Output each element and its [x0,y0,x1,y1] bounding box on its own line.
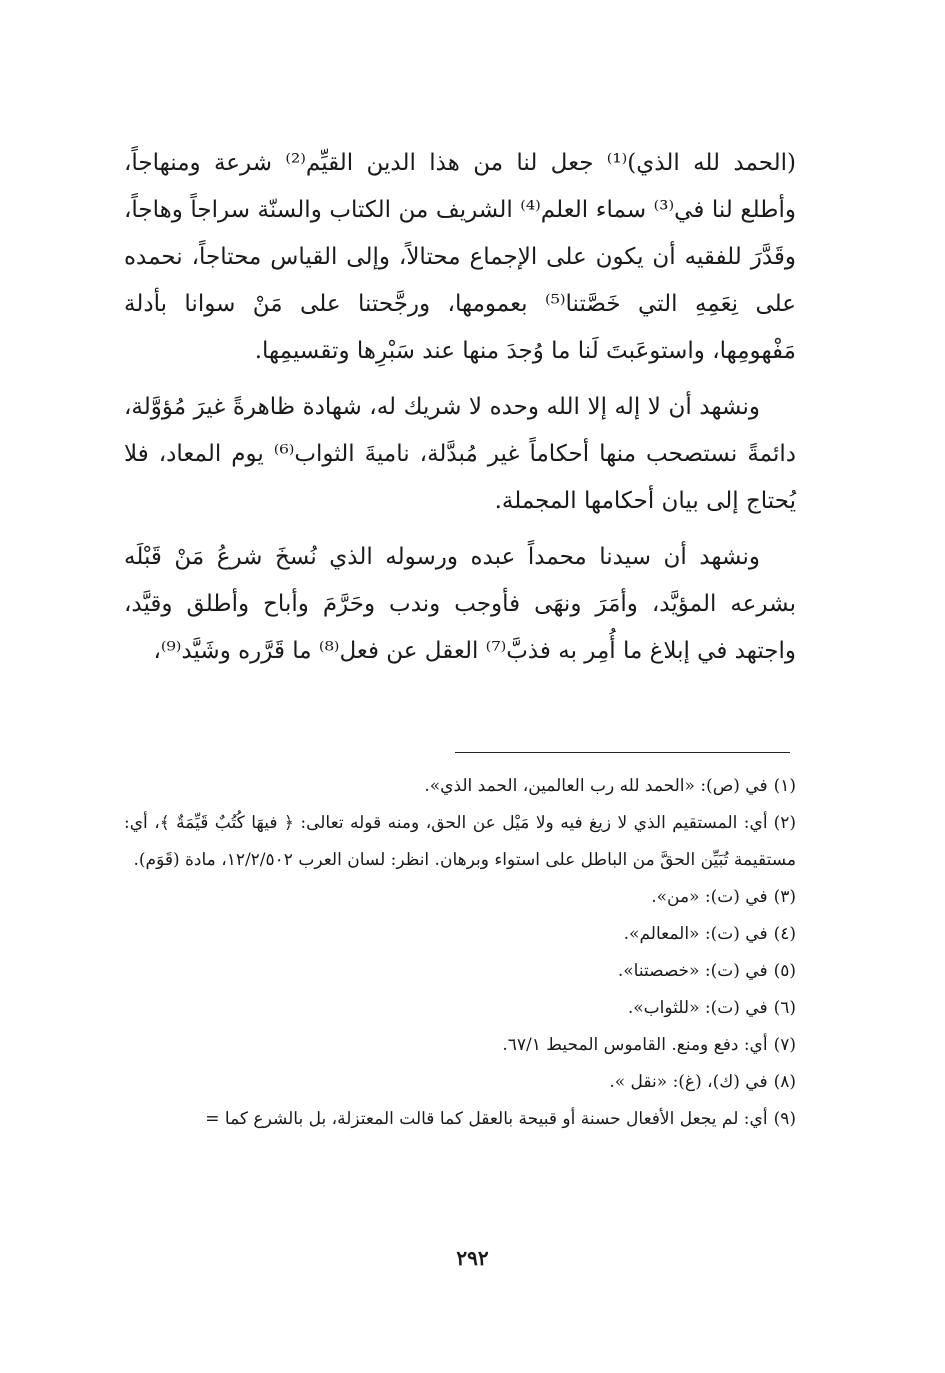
footnote-text: في (ص): «الحمد لله رب العالمين، الحمد الذي». [424,776,768,796]
footnote-number: (٥) [773,961,796,981]
footnote-text: أي: دفع ومنع. القاموس المحيط ٦٧/١. [502,1035,768,1055]
footnote-3 [124,879,796,916]
footnote-8 [124,1064,796,1101]
footnote-number: (١) [773,776,796,796]
footnote-number: (٤) [773,924,796,944]
footnote-5 [124,953,796,990]
page-number: ٢٩٢ [456,1246,489,1270]
footnote-number: (٩) [773,1109,796,1129]
paragraph-shahada: ونشهد أن لا إله إلا الله وحده لا شريك له، شهادة ظاهرةً غيرَ مُؤوَّلة، دائمةً نستصحب منها أحكاماً غير مُبدَّلة، ناميةَ الثواب⁽⁶⁾ يوم المعاد، فلا يُحتاج إلى بيان أحكامها المجملة. [124,394,796,514]
paragraph-praise: (الحمد لله الذي)⁽¹⁾ جعل لنا من هذا الدين القيِّم⁽²⁾ شرعة ومنهاجاً، وأطلع لنا في⁽³⁾ سماء العلم⁽⁴⁾ الشريف من الكتاب والسنّة سراجاً وهاجاً، وقَدَّرَ للفقيه أن يكون على الإجماع محتالاً، وإلى القياس محتاجاً، نحمده على نِعَمِهِ التي خَصَّتنا⁽⁵⁾ بعمومها، ورجَّحتنا على مَنْ سوانا بأدلة مَفْهومِها، واستوعَبتَ لَنا ما وُجدَ منها عند سَبْرِها وتقسيمِها. [124,150,796,364]
footnote-text: أي: لم يجعل الأفعال حسنة أو قبيحة بالعقل كما قالت المعتزلة، بل بالشرع كما = [205,1109,768,1129]
footnote-1 [124,768,796,805]
footnote-2 [124,805,796,879]
footnote-separator [455,752,790,753]
footnote-number: (٣) [773,887,796,907]
footnote-text: أي: المستقيم الذي لا زيغ فيه ولا مَيْل عن الحق، ومنه قوله تعالى: ﴿ فيهَا كُتُبٌ قَيِّمَةٌ ﴾، أي: مستقيمة تُبَيِّن الحقَّ من الباطل على استواء وبرهان. انظر: لسان العرب ١٢/٢/٥٠٢، مادة (قَوَم). [124,813,796,870]
footnote-6 [124,990,796,1027]
footnote-text: في (ت): «خصصتنا». [617,961,768,981]
footnote-7 [124,1027,796,1064]
footnote-text: في (ت): «من». [651,887,768,907]
footnote-text: في (ت): «للثواب». [627,998,768,1018]
footnote-4 [124,916,796,953]
footnote-number: (٢) [773,813,796,833]
footnote-9 [124,1101,796,1138]
footnote-number: (٦) [773,998,796,1018]
footnote-number: (٧) [773,1035,796,1055]
paragraph-prophet: ونشهد أن سيدنا محمداً عبده ورسوله الذي نُسخَ شرعُ مَنْ قَبْلَه بشرعه المؤيَّد، وأمَرَ ونهَى فأوجب وندب وحَرَّمَ وأباح وأطلق وقيَّد، واجتهد في إبلاغ ما أُمِر به فذبَّ⁽⁷⁾ العقل عن فعل⁽⁸⁾ ما قَرَّره وشَيَّد⁽⁹⁾، [124,544,796,664]
footnote-text: في (ت): «المعالم». [623,924,768,944]
footnote-text: في (ك)، (غ): «نقل ». [609,1072,768,1092]
footnotes [124,768,796,1138]
main-text [124,140,796,684]
footnote-number: (٨) [773,1072,796,1092]
